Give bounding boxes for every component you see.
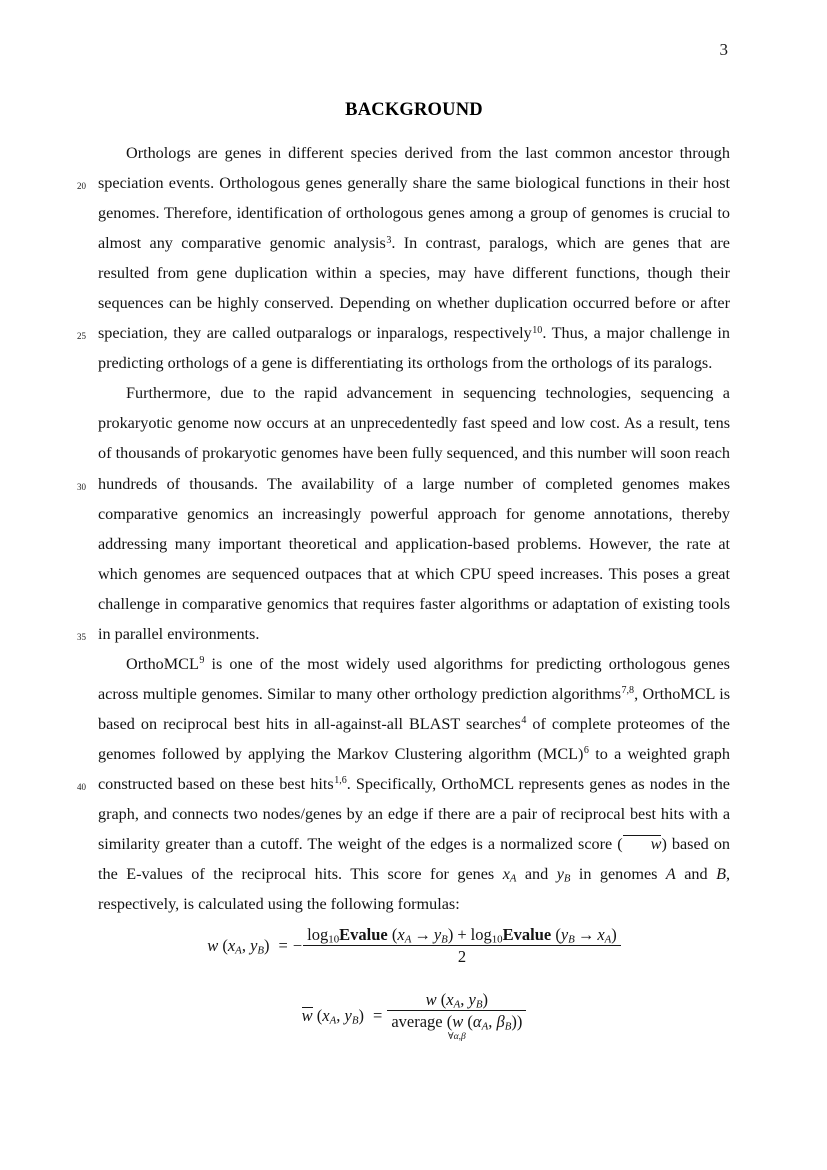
citation-superscript: 6 <box>583 745 589 757</box>
paragraph-orthologs: Orthologs are genes in different species derived from the last common ancestor through speciation events. Orthologous genes generally share the same biological functions in their host genomes. Therefore, identification of orthologous genes among a group of genomes is crucial to almost any comparative genomic analysis$^3$. In contrast, paralogs, which are genes that are resulted from gene duplication within a species, may have different functions, though their sequences can be highly conserved. Depending on whether duplication occurred before or after speciation, they are called outparalogs or inparalogs, respectively$^{10}$. Thus, a major challenge in predicting orthologs of a gene is differentiating its orthologs from the orthologs of its paralogs. <box>98 144 730 373</box>
equation-normalized-weight <box>98 990 730 1042</box>
inline-math: $x_A$ <box>502 865 517 885</box>
line-number-35: 35 <box>77 631 86 642</box>
equation-weight-fraction <box>303 925 621 967</box>
equation-normalized-weight-fraction <box>387 990 526 1042</box>
citation-superscript: 4 <box>521 715 527 727</box>
equation-normalized-weight-lhs: w ($x_A$, $y_B$) <box>301 1005 365 1027</box>
equation-weight <box>98 925 730 967</box>
average-limit: ∀α,β <box>447 1030 466 1042</box>
minus-sign: − <box>292 935 303 955</box>
line-number-20: 20 <box>77 181 86 192</box>
citation-superscript: 3 <box>386 234 392 246</box>
line-number-25: 25 <box>77 331 86 342</box>
section-heading: BACKGROUND <box>345 100 483 120</box>
line-number-40: 40 <box>77 782 86 793</box>
inline-math: $y_B$ <box>556 865 571 885</box>
equation-normalized-weight-numerator: w ($x_A$, $y_B$) <box>425 990 489 1011</box>
w-bar-symbol: w <box>623 835 662 852</box>
paragraph-orthomcl: OrthoMCL$^9$ is one of the most widely used algorithms for predicting orthologous genes across multiple genomes. Similar to many other orthology prediction algorithms$^{7,8}$, OrthoMCL is based on reciprocal best hits in all-against-all BLAST searches$^4$ of complete proteomes of the genomes followed by applying the Markov Clustering algorithm (MCL)$^6$ to a weighted graph constructed based on these best hits$^{1,6}$. Specifically, OrthoMCL represents genes as nodes in the graph, and connects two nodes/genes by an edge if there are a pair of reciprocal best hits with a similarity greater than a cutoff. The weight of the edges is a normalized score ( w) based on the E-values of the reciprocal hits. This score for genes $x_A$ and $y_B$ in genomes A and B, respectively, is calculated using the following formulas: <box>98 654 731 914</box>
italic-symbol: A <box>665 865 676 884</box>
equation-normalized-weight-denominator: average (w ($\alpha_A$, $\beta_B$)) ∀α,β <box>391 1012 523 1042</box>
w-bar-symbol: w <box>301 1005 313 1025</box>
equation-weight-lhs: w ($x_A$, $y_B$) <box>207 935 270 957</box>
equals-sign: = <box>373 1005 383 1025</box>
citation-superscript: 10 <box>532 324 543 336</box>
paragraph-sequencing: Furthermore, due to the rapid advancement in sequencing technologies, sequencing a prokaryotic genome now occurs at an unprecedentedly fast speed and low cost. As a result, tens of thousands of prokaryotic genomes have been fully sequenced, and this number will soon reach hundreds of thousands. The availability of a large number of completed genomes makes comparative genomics an increasingly powerful approach for genome annotations, thereby addressing many important theoretical and application-based problems. However, the rate at which genomes are sequenced outpaces that at which CPU speed increases. This poses a great challenge in comparative genomics that requires faster algorithms or adaptation of existing tools in parallel environments. <box>98 384 730 643</box>
equals-sign: = <box>278 935 288 955</box>
equation-weight-denominator: 2 <box>457 947 467 967</box>
body-column <box>98 138 730 919</box>
italic-symbol: B <box>716 865 726 884</box>
page-number: 3 <box>719 40 728 59</box>
citation-superscript: 9 <box>199 655 205 667</box>
citation-superscript: 7,8 <box>621 685 635 697</box>
line-number-gutter <box>0 138 98 793</box>
equation-weight-numerator: $\log_{10}Evalue$ $(x_A \to y_B)$ + $\log_{10}Evalue$ $(y_B \to x_A)$ <box>307 925 617 946</box>
line-number-30: 30 <box>77 481 86 492</box>
citation-superscript: 1,6 <box>334 775 347 787</box>
